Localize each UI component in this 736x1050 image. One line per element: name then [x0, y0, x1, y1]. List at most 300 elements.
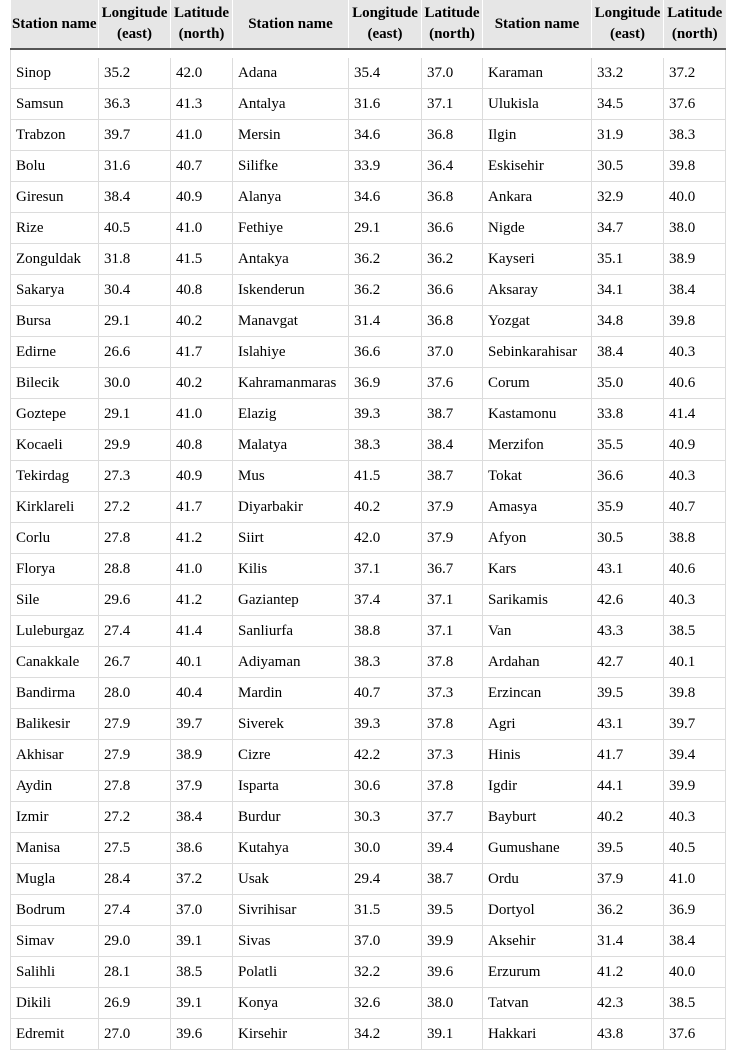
- station-name-cell-1: Luleburgaz: [11, 616, 99, 647]
- latitude-cell-2: 38.7: [422, 864, 483, 895]
- longitude-cell-3: 31.9: [592, 120, 664, 151]
- latitude-cell-2: 36.4: [422, 151, 483, 182]
- longitude-cell-2: 39.3: [349, 709, 422, 740]
- latitude-cell-2: 39.1: [422, 1019, 483, 1050]
- latitude-cell-2: 37.8: [422, 771, 483, 802]
- station-name-cell-1: Corlu: [11, 523, 99, 554]
- latitude-cell-2: 36.6: [422, 213, 483, 244]
- latitude-cell-1: 38.9: [171, 740, 233, 771]
- station-name-cell-2: Polatli: [233, 957, 349, 988]
- station-name-cell-1: Aydin: [11, 771, 99, 802]
- station-name-cell-1: Rize: [11, 213, 99, 244]
- latitude-cell-2: 37.0: [422, 58, 483, 89]
- longitude-cell-2: 40.7: [349, 678, 422, 709]
- latitude-cell-3: 40.0: [664, 182, 726, 213]
- table-row: [11, 120, 726, 151]
- station-name-cell-1: Edirne: [11, 337, 99, 368]
- table-row: [11, 275, 726, 306]
- station-name-cell-3: Corum: [483, 368, 592, 399]
- longitude-cell-3: 31.4: [592, 926, 664, 957]
- longitude-cell-2: 39.3: [349, 399, 422, 430]
- header-station-name-2: Station name: [233, 0, 349, 49]
- latitude-cell-1: 41.5: [171, 244, 233, 275]
- station-name-cell-1: Edremit: [11, 1019, 99, 1050]
- station-name-cell-3: Kastamonu: [483, 399, 592, 430]
- station-name-cell-1: Bodrum: [11, 895, 99, 926]
- station-name-cell-3: Bayburt: [483, 802, 592, 833]
- longitude-cell-3: 42.6: [592, 585, 664, 616]
- longitude-cell-2: 40.2: [349, 492, 422, 523]
- station-name-cell-2: Konya: [233, 988, 349, 1019]
- table-row: [11, 802, 726, 833]
- table-row: [11, 1019, 726, 1050]
- header-latitude-3: Latitude (north): [664, 0, 726, 49]
- latitude-cell-3: 40.3: [664, 461, 726, 492]
- header-row: [11, 0, 726, 49]
- station-name-cell-3: Kayseri: [483, 244, 592, 275]
- longitude-cell-2: 32.6: [349, 988, 422, 1019]
- longitude-cell-3: 30.5: [592, 523, 664, 554]
- station-name-cell-2: Antalya: [233, 89, 349, 120]
- longitude-cell-1: 28.1: [99, 957, 171, 988]
- longitude-cell-1: 27.9: [99, 709, 171, 740]
- latitude-cell-1: 41.0: [171, 399, 233, 430]
- station-name-cell-1: Manisa: [11, 833, 99, 864]
- longitude-cell-2: 38.3: [349, 430, 422, 461]
- latitude-cell-3: 38.4: [664, 926, 726, 957]
- latitude-cell-1: 41.7: [171, 337, 233, 368]
- longitude-cell-2: 30.0: [349, 833, 422, 864]
- station-name-cell-3: Dortyol: [483, 895, 592, 926]
- station-name-cell-2: Kilis: [233, 554, 349, 585]
- latitude-cell-2: 37.1: [422, 89, 483, 120]
- latitude-cell-1: 40.8: [171, 430, 233, 461]
- latitude-cell-3: 39.8: [664, 151, 726, 182]
- longitude-cell-1: 31.8: [99, 244, 171, 275]
- station-name-cell-1: Bandirma: [11, 678, 99, 709]
- longitude-cell-2: 38.3: [349, 647, 422, 678]
- longitude-cell-2: 37.4: [349, 585, 422, 616]
- latitude-cell-2: 37.9: [422, 492, 483, 523]
- longitude-cell-1: 26.7: [99, 647, 171, 678]
- station-name-cell-3: Gumushane: [483, 833, 592, 864]
- station-name-cell-1: Florya: [11, 554, 99, 585]
- latitude-cell-1: 41.2: [171, 585, 233, 616]
- latitude-cell-2: 36.6: [422, 275, 483, 306]
- station-name-cell-2: Isparta: [233, 771, 349, 802]
- longitude-cell-1: 30.0: [99, 368, 171, 399]
- longitude-cell-3: 42.7: [592, 647, 664, 678]
- latitude-cell-3: 38.8: [664, 523, 726, 554]
- station-name-cell-3: Ardahan: [483, 647, 592, 678]
- station-name-cell-3: Amasya: [483, 492, 592, 523]
- longitude-cell-2: 34.2: [349, 1019, 422, 1050]
- station-name-cell-2: Burdur: [233, 802, 349, 833]
- station-name-cell-2: Fethiye: [233, 213, 349, 244]
- station-name-cell-2: Usak: [233, 864, 349, 895]
- longitude-cell-2: 30.6: [349, 771, 422, 802]
- station-name-cell-2: Malatya: [233, 430, 349, 461]
- longitude-cell-2: 36.9: [349, 368, 422, 399]
- longitude-cell-2: 32.2: [349, 957, 422, 988]
- longitude-cell-1: 29.9: [99, 430, 171, 461]
- station-name-cell-2: Kutahya: [233, 833, 349, 864]
- latitude-cell-1: 41.3: [171, 89, 233, 120]
- longitude-cell-3: 37.9: [592, 864, 664, 895]
- latitude-cell-2: 36.7: [422, 554, 483, 585]
- station-name-cell-2: Diyarbakir: [233, 492, 349, 523]
- station-name-cell-3: Yozgat: [483, 306, 592, 337]
- table-body: [11, 49, 726, 1050]
- latitude-cell-3: 40.0: [664, 957, 726, 988]
- longitude-cell-2: 29.4: [349, 864, 422, 895]
- longitude-cell-1: 27.8: [99, 771, 171, 802]
- latitude-cell-1: 40.4: [171, 678, 233, 709]
- latitude-cell-2: 39.4: [422, 833, 483, 864]
- latitude-cell-2: 38.0: [422, 988, 483, 1019]
- station-name-cell-2: Antakya: [233, 244, 349, 275]
- latitude-cell-3: 40.1: [664, 647, 726, 678]
- latitude-cell-3: 40.7: [664, 492, 726, 523]
- station-name-cell-1: Kocaeli: [11, 430, 99, 461]
- station-name-cell-2: Elazig: [233, 399, 349, 430]
- latitude-cell-2: 39.6: [422, 957, 483, 988]
- longitude-cell-3: 34.5: [592, 89, 664, 120]
- station-name-cell-3: Hakkari: [483, 1019, 592, 1050]
- station-name-cell-2: Kirsehir: [233, 1019, 349, 1050]
- latitude-cell-3: 39.8: [664, 306, 726, 337]
- longitude-cell-2: 36.6: [349, 337, 422, 368]
- header-longitude-3: Longitude (east): [592, 0, 664, 49]
- station-name-cell-2: Sanliurfa: [233, 616, 349, 647]
- longitude-cell-1: 27.3: [99, 461, 171, 492]
- station-name-cell-2: Sivrihisar: [233, 895, 349, 926]
- station-name-cell-2: Silifke: [233, 151, 349, 182]
- station-name-cell-2: Gaziantep: [233, 585, 349, 616]
- station-name-cell-3: Ilgin: [483, 120, 592, 151]
- station-name-cell-2: Adana: [233, 58, 349, 89]
- latitude-cell-3: 40.3: [664, 337, 726, 368]
- latitude-cell-2: 39.5: [422, 895, 483, 926]
- station-name-cell-2: Mus: [233, 461, 349, 492]
- table-row: [11, 771, 726, 802]
- longitude-cell-1: 30.4: [99, 275, 171, 306]
- station-name-cell-1: Simav: [11, 926, 99, 957]
- latitude-cell-3: 38.5: [664, 988, 726, 1019]
- table-row: [11, 833, 726, 864]
- longitude-cell-2: 29.1: [349, 213, 422, 244]
- latitude-cell-3: 36.9: [664, 895, 726, 926]
- station-name-cell-1: Samsun: [11, 89, 99, 120]
- table-row: [11, 89, 726, 120]
- latitude-cell-3: 41.4: [664, 399, 726, 430]
- longitude-cell-3: 40.2: [592, 802, 664, 833]
- station-name-cell-1: Izmir: [11, 802, 99, 833]
- station-name-cell-3: Ankara: [483, 182, 592, 213]
- longitude-cell-3: 33.2: [592, 58, 664, 89]
- latitude-cell-1: 38.4: [171, 802, 233, 833]
- longitude-cell-2: 33.9: [349, 151, 422, 182]
- station-name-cell-3: Sebinkarahisar: [483, 337, 592, 368]
- latitude-cell-2: 37.1: [422, 585, 483, 616]
- latitude-cell-2: 36.8: [422, 120, 483, 151]
- latitude-cell-2: 38.4: [422, 430, 483, 461]
- longitude-cell-1: 26.6: [99, 337, 171, 368]
- table-row: [11, 616, 726, 647]
- longitude-cell-1: 28.8: [99, 554, 171, 585]
- longitude-cell-1: 26.9: [99, 988, 171, 1019]
- latitude-cell-3: 37.2: [664, 58, 726, 89]
- latitude-cell-1: 39.6: [171, 1019, 233, 1050]
- longitude-cell-2: 34.6: [349, 182, 422, 213]
- table-row: [11, 182, 726, 213]
- longitude-cell-1: 29.1: [99, 399, 171, 430]
- longitude-cell-1: 27.2: [99, 802, 171, 833]
- station-name-cell-1: Sinop: [11, 58, 99, 89]
- longitude-cell-2: 31.6: [349, 89, 422, 120]
- latitude-cell-3: 39.8: [664, 678, 726, 709]
- station-name-cell-3: Eskisehir: [483, 151, 592, 182]
- table-row: [11, 926, 726, 957]
- station-name-cell-1: Dikili: [11, 988, 99, 1019]
- latitude-cell-3: 40.9: [664, 430, 726, 461]
- header-longitude-2: Longitude (east): [349, 0, 422, 49]
- latitude-cell-3: 40.3: [664, 585, 726, 616]
- table-row: [11, 244, 726, 275]
- longitude-cell-1: 36.3: [99, 89, 171, 120]
- header-station-name-3: Station name: [483, 0, 592, 49]
- station-name-cell-3: Agri: [483, 709, 592, 740]
- latitude-cell-3: 39.9: [664, 771, 726, 802]
- longitude-cell-3: 44.1: [592, 771, 664, 802]
- latitude-cell-2: 37.7: [422, 802, 483, 833]
- latitude-cell-3: 40.6: [664, 554, 726, 585]
- latitude-cell-3: 38.9: [664, 244, 726, 275]
- table-row: [11, 678, 726, 709]
- latitude-cell-1: 41.7: [171, 492, 233, 523]
- station-coordinates-table: [10, 0, 726, 1050]
- latitude-cell-2: 37.3: [422, 740, 483, 771]
- longitude-cell-1: 28.4: [99, 864, 171, 895]
- table-row: [11, 399, 726, 430]
- latitude-cell-1: 38.6: [171, 833, 233, 864]
- table-row: [11, 554, 726, 585]
- station-name-cell-1: Sakarya: [11, 275, 99, 306]
- latitude-cell-1: 42.0: [171, 58, 233, 89]
- table-row: [11, 740, 726, 771]
- table-row: [11, 523, 726, 554]
- station-name-cell-3: Hinis: [483, 740, 592, 771]
- header-latitude-1: Latitude (north): [171, 0, 233, 49]
- longitude-cell-3: 32.9: [592, 182, 664, 213]
- station-name-cell-2: Mardin: [233, 678, 349, 709]
- table-row: [11, 368, 726, 399]
- longitude-cell-2: 36.2: [349, 275, 422, 306]
- station-name-cell-3: Erzincan: [483, 678, 592, 709]
- station-name-cell-1: Bursa: [11, 306, 99, 337]
- latitude-cell-1: 37.2: [171, 864, 233, 895]
- station-name-cell-1: Goztepe: [11, 399, 99, 430]
- latitude-cell-1: 40.1: [171, 647, 233, 678]
- latitude-cell-3: 37.6: [664, 89, 726, 120]
- station-table-container: [10, 0, 725, 1050]
- longitude-cell-2: 42.0: [349, 523, 422, 554]
- station-name-cell-3: Nigde: [483, 213, 592, 244]
- latitude-cell-3: 37.6: [664, 1019, 726, 1050]
- longitude-cell-2: 36.2: [349, 244, 422, 275]
- table-row: [11, 213, 726, 244]
- station-name-cell-1: Kirklareli: [11, 492, 99, 523]
- station-name-cell-2: Adiyaman: [233, 647, 349, 678]
- table-row: [11, 864, 726, 895]
- longitude-cell-3: 34.7: [592, 213, 664, 244]
- latitude-cell-2: 37.9: [422, 523, 483, 554]
- longitude-cell-1: 27.9: [99, 740, 171, 771]
- latitude-cell-3: 39.7: [664, 709, 726, 740]
- latitude-cell-2: 38.7: [422, 399, 483, 430]
- station-name-cell-1: Zonguldak: [11, 244, 99, 275]
- latitude-cell-1: 40.9: [171, 461, 233, 492]
- station-name-cell-1: Tekirdag: [11, 461, 99, 492]
- latitude-cell-2: 36.8: [422, 182, 483, 213]
- station-name-cell-3: Van: [483, 616, 592, 647]
- longitude-cell-2: 41.5: [349, 461, 422, 492]
- longitude-cell-1: 29.0: [99, 926, 171, 957]
- table-header: [11, 0, 726, 49]
- latitude-cell-3: 38.0: [664, 213, 726, 244]
- longitude-cell-3: 39.5: [592, 678, 664, 709]
- latitude-cell-1: 38.5: [171, 957, 233, 988]
- station-name-cell-3: Sarikamis: [483, 585, 592, 616]
- longitude-cell-2: 37.0: [349, 926, 422, 957]
- station-name-cell-2: Iskenderun: [233, 275, 349, 306]
- longitude-cell-3: 35.0: [592, 368, 664, 399]
- station-name-cell-3: Igdir: [483, 771, 592, 802]
- latitude-cell-2: 37.1: [422, 616, 483, 647]
- latitude-cell-3: 41.0: [664, 864, 726, 895]
- station-name-cell-2: Mersin: [233, 120, 349, 151]
- latitude-cell-2: 36.8: [422, 306, 483, 337]
- longitude-cell-3: 38.4: [592, 337, 664, 368]
- station-name-cell-2: Alanya: [233, 182, 349, 213]
- longitude-cell-3: 35.5: [592, 430, 664, 461]
- station-name-cell-2: Manavgat: [233, 306, 349, 337]
- table-row: [11, 709, 726, 740]
- header-longitude-1: Longitude (east): [99, 0, 171, 49]
- station-name-cell-1: Bilecik: [11, 368, 99, 399]
- station-name-cell-3: Kars: [483, 554, 592, 585]
- longitude-cell-3: 43.1: [592, 554, 664, 585]
- longitude-cell-2: 42.2: [349, 740, 422, 771]
- station-name-cell-1: Sile: [11, 585, 99, 616]
- longitude-cell-1: 28.0: [99, 678, 171, 709]
- longitude-cell-1: 40.5: [99, 213, 171, 244]
- latitude-cell-1: 40.2: [171, 306, 233, 337]
- station-name-cell-2: Cizre: [233, 740, 349, 771]
- latitude-cell-1: 37.0: [171, 895, 233, 926]
- table-row: [11, 585, 726, 616]
- latitude-cell-1: 39.1: [171, 988, 233, 1019]
- latitude-cell-2: 37.8: [422, 709, 483, 740]
- longitude-cell-3: 43.1: [592, 709, 664, 740]
- station-name-cell-3: Erzurum: [483, 957, 592, 988]
- longitude-cell-3: 36.2: [592, 895, 664, 926]
- latitude-cell-1: 39.7: [171, 709, 233, 740]
- latitude-cell-2: 39.9: [422, 926, 483, 957]
- station-name-cell-3: Aksehir: [483, 926, 592, 957]
- latitude-cell-1: 40.7: [171, 151, 233, 182]
- longitude-cell-2: 31.5: [349, 895, 422, 926]
- latitude-cell-3: 38.5: [664, 616, 726, 647]
- table-row: [11, 461, 726, 492]
- table-row: [11, 430, 726, 461]
- longitude-cell-3: 41.7: [592, 740, 664, 771]
- station-name-cell-3: Ordu: [483, 864, 592, 895]
- longitude-cell-3: 43.8: [592, 1019, 664, 1050]
- station-name-cell-3: Tatvan: [483, 988, 592, 1019]
- station-name-cell-1: Balikesir: [11, 709, 99, 740]
- station-name-cell-3: Afyon: [483, 523, 592, 554]
- longitude-cell-3: 35.1: [592, 244, 664, 275]
- station-name-cell-3: Merzifon: [483, 430, 592, 461]
- latitude-cell-2: 37.6: [422, 368, 483, 399]
- station-name-cell-2: Sivas: [233, 926, 349, 957]
- station-name-cell-3: Aksaray: [483, 275, 592, 306]
- longitude-cell-3: 30.5: [592, 151, 664, 182]
- longitude-cell-2: 34.6: [349, 120, 422, 151]
- latitude-cell-3: 40.3: [664, 802, 726, 833]
- longitude-cell-1: 29.1: [99, 306, 171, 337]
- station-name-cell-1: Giresun: [11, 182, 99, 213]
- longitude-cell-3: 39.5: [592, 833, 664, 864]
- longitude-cell-3: 41.2: [592, 957, 664, 988]
- longitude-cell-3: 36.6: [592, 461, 664, 492]
- latitude-cell-1: 41.4: [171, 616, 233, 647]
- latitude-cell-2: 37.3: [422, 678, 483, 709]
- header-station-name-1: Station name: [11, 0, 99, 49]
- station-name-cell-1: Bolu: [11, 151, 99, 182]
- longitude-cell-2: 35.4: [349, 58, 422, 89]
- longitude-cell-1: 38.4: [99, 182, 171, 213]
- longitude-cell-2: 31.4: [349, 306, 422, 337]
- longitude-cell-3: 34.1: [592, 275, 664, 306]
- station-name-cell-3: Tokat: [483, 461, 592, 492]
- station-name-cell-1: Salihli: [11, 957, 99, 988]
- table-row: [11, 647, 726, 678]
- latitude-cell-3: 38.3: [664, 120, 726, 151]
- longitude-cell-3: 35.9: [592, 492, 664, 523]
- longitude-cell-2: 38.8: [349, 616, 422, 647]
- table-row: [11, 988, 726, 1019]
- latitude-cell-1: 41.2: [171, 523, 233, 554]
- latitude-cell-1: 39.1: [171, 926, 233, 957]
- latitude-cell-3: 38.4: [664, 275, 726, 306]
- longitude-cell-1: 27.5: [99, 833, 171, 864]
- latitude-cell-1: 40.8: [171, 275, 233, 306]
- table-row: [11, 895, 726, 926]
- latitude-cell-1: 41.0: [171, 213, 233, 244]
- station-name-cell-2: Kahramanmaras: [233, 368, 349, 399]
- latitude-cell-3: 40.5: [664, 833, 726, 864]
- longitude-cell-1: 31.6: [99, 151, 171, 182]
- station-name-cell-1: Mugla: [11, 864, 99, 895]
- longitude-cell-2: 37.1: [349, 554, 422, 585]
- longitude-cell-1: 39.7: [99, 120, 171, 151]
- latitude-cell-1: 40.2: [171, 368, 233, 399]
- latitude-cell-2: 36.2: [422, 244, 483, 275]
- latitude-cell-2: 38.7: [422, 461, 483, 492]
- table-row: [11, 306, 726, 337]
